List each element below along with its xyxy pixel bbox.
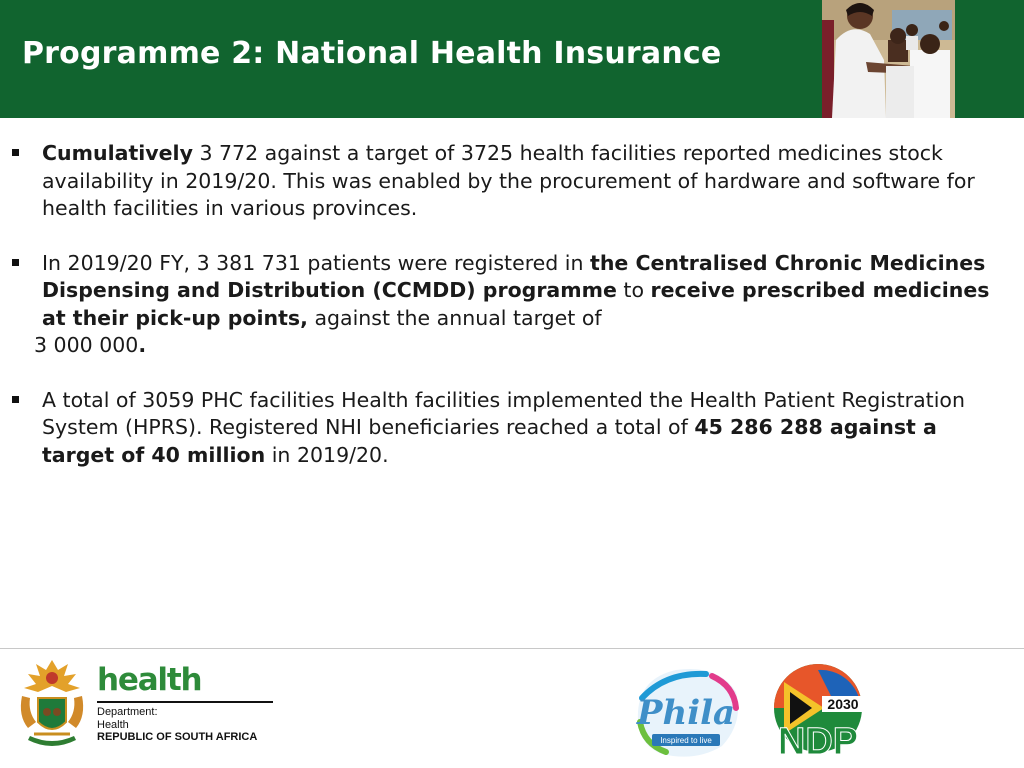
ndp-logo-text: NDP (777, 721, 859, 760)
ndp-2030-logo (764, 662, 872, 760)
annual-target-line (34, 332, 1010, 360)
annual-target-period: . (138, 333, 147, 357)
dept-line: Health (97, 718, 129, 731)
bullet-item-medicines-stock (0, 140, 1010, 223)
department-label (97, 706, 257, 744)
dept-line: Department: (97, 706, 158, 718)
bullet-bold-text: the Centralised Chronic Medicines Dispensing and Distribution (CCMDD) programme (42, 250, 986, 302)
annual-target-value: 3 000 000 (34, 333, 139, 357)
bullet-text: In 2019/20 FY, 3 381 731 patients were registered in (42, 250, 591, 275)
header-photo (822, 0, 955, 118)
page-title: Programme 2: National Health Insurance (22, 36, 722, 71)
bullet-text: against the annual target of (307, 305, 602, 330)
coat-of-arms-logo (14, 656, 90, 752)
bullet-list (0, 140, 1010, 496)
bullet-text: A total of 3059 PHC facilities Health facilities implemented the Health Patient Registration System (HPRS). Registered NHI beneficiaries reached a total of (42, 387, 965, 439)
dept-country-line: REPUBLIC OF SOUTH AFRICA (97, 731, 258, 743)
health-wordmark-underline (97, 701, 273, 703)
phila-logo (626, 662, 744, 758)
header-banner (0, 0, 1024, 118)
bullet-text: to (616, 278, 651, 302)
square-bullet-icon (12, 149, 19, 156)
bullet-bold-text: receive prescribed medicines at their pick-up points, (42, 278, 990, 330)
footer-divider (0, 648, 1024, 649)
nurse-children-photo (822, 0, 955, 118)
ndp-year-text: 2030 (827, 696, 859, 712)
phila-logo-text: Phila (636, 693, 736, 733)
bullet-lead-bold: Cumulatively (42, 141, 193, 165)
phila-tagline: Inspired to live (660, 736, 712, 745)
bullet-bold-text: 45 286 288 against a target of 40 million (42, 415, 937, 467)
bullet-item-hprs (0, 387, 1010, 470)
health-wordmark: health (97, 662, 202, 698)
square-bullet-icon (12, 396, 19, 403)
bullet-text: in 2019/20. (265, 442, 389, 467)
square-bullet-icon (12, 259, 19, 266)
bullet-item-ccmdd (0, 250, 1010, 360)
bullet-text: 3 772 against a target of 3725 health facilities reported medicines stock availability in 2019/20. This was enabled by the procurement of hardware and software for health facilities in various provinces. (42, 141, 975, 220)
